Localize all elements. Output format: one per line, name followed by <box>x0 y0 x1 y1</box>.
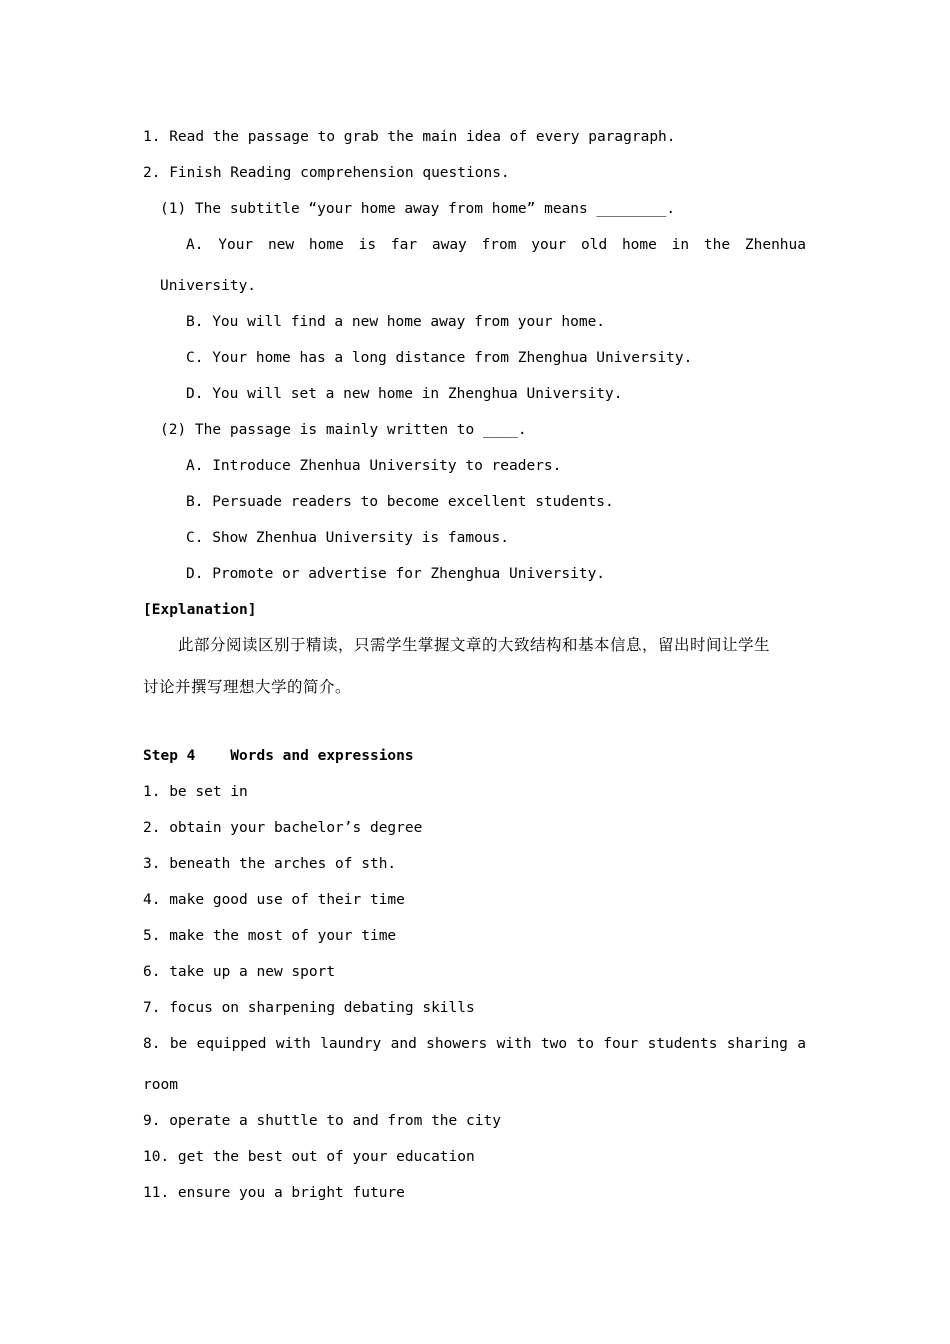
expression-item: 3. beneath the arches of sth. <box>143 856 397 872</box>
expression-item: 10. get the best out of your education <box>143 1149 475 1165</box>
reading-task-2: 2. Finish Reading comprehension questions. <box>143 165 510 181</box>
explanation-heading: [Explanation] <box>143 602 257 618</box>
expression-item: 9. operate a shuttle to and from the city <box>143 1113 501 1129</box>
question-2-option-b: B. Persuade readers to become excellent students. <box>186 494 614 510</box>
expression-item: 7. focus on sharpening debating skills <box>143 1000 475 1016</box>
question-1-option-d: D. You will set a new home in Zhenghua University. <box>186 386 623 402</box>
question-1-option-a-continued: University. <box>160 278 257 294</box>
step-4-heading: Step 4 Words and expressions <box>143 748 414 764</box>
question-2-stem: (2) The passage is mainly written to ____. <box>160 422 527 438</box>
expression-item: 6. take up a new sport <box>143 964 336 980</box>
question-2-option-a: A. Introduce Zhenhua University to readers. <box>186 458 562 474</box>
question-1-option-a: A. Your new home is far away from your old home in the Zhenhua <box>186 237 806 253</box>
expression-item: 5. make the most of your time <box>143 928 397 944</box>
explanation-text-line-1: 此部分阅读区别于精读，只需学生掌握文章的大致结构和基本信息，留出时间让学生 <box>178 636 771 654</box>
question-1-option-b: B. You will find a new home away from your home. <box>186 314 606 330</box>
question-2-option-d: D. Promote or advertise for Zhenghua University. <box>186 566 606 582</box>
expression-item: 8. be equipped with laundry and showers with two to four students sharing a <box>143 1036 806 1052</box>
expression-item-continued: room <box>143 1077 178 1093</box>
expression-item: 2. obtain your bachelor’s degree <box>143 820 423 836</box>
expression-item: 1. be set in <box>143 784 248 800</box>
explanation-text-line-2: 讨论并撰写理想大学的简介。 <box>143 678 352 696</box>
question-1-stem: (1) The subtitle “your home away from home” means ________. <box>160 201 676 217</box>
question-2-option-c: C. Show Zhenhua University is famous. <box>186 530 510 546</box>
expression-item: 11. ensure you a bright future <box>143 1185 405 1201</box>
expression-item: 4. make good use of their time <box>143 892 405 908</box>
question-1-option-c: C. Your home has a long distance from Zhenghua University. <box>186 350 693 366</box>
reading-task-1: 1. Read the passage to grab the main idea of every paragraph. <box>143 129 676 145</box>
